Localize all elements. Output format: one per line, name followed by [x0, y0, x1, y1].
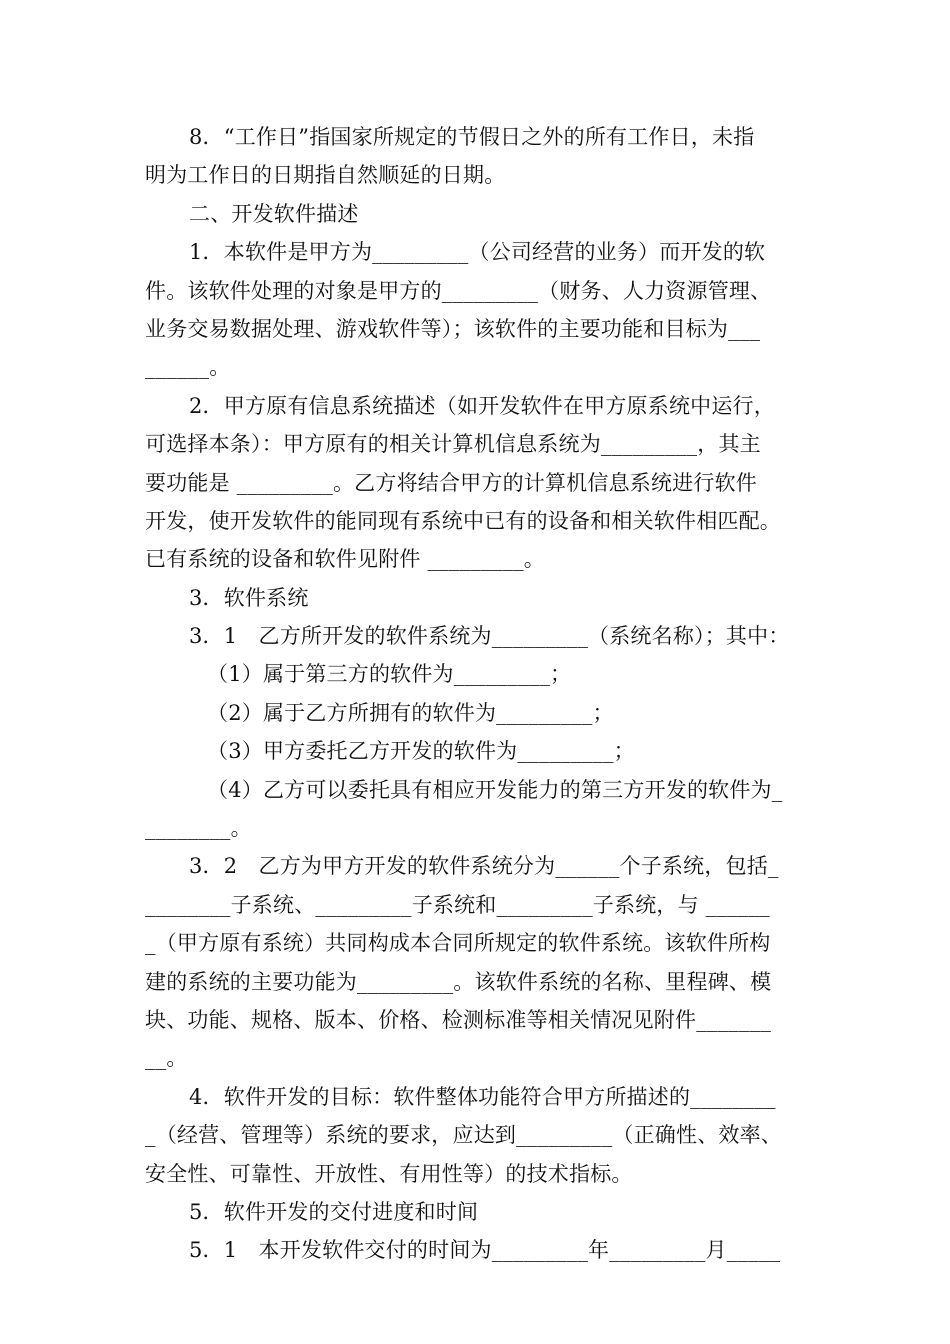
text-line: ________子系统、_________子系统和_________子系统，与 ______: [145, 892, 770, 917]
text-line: __。: [145, 1046, 188, 1071]
text-line: 8．“工作日”指国家所规定的节假日之外的所有工作日，未指: [189, 125, 755, 149]
text-line: 2．甲方原有信息系统描述（如开发软件在甲方原系统中运行，: [189, 393, 775, 418]
text-line: 明为工作日的日期指自然顺延的日期。: [145, 163, 506, 188]
text-line: 建的系统的主要功能为_________。该软件系统的名称、里程碑、模: [145, 969, 772, 994]
text-line: 块、功能、规格、版本、价格、检测标准等相关情况见附件_______: [145, 1007, 772, 1032]
text-line: 3．软件系统: [189, 585, 309, 610]
document-body: [145, 118, 815, 1270]
text-line: 安全性、可靠性、开放性、有用性等）的技术指标。: [145, 1161, 633, 1186]
text-line: （4）乙方可以委托具有相应开发能力的第三方开发的软件为_: [207, 777, 783, 802]
text-line: 3．2 乙方为甲方开发的软件系统分为______个子系统，包括_: [189, 854, 779, 879]
text-line: _（甲方原有系统）共同构成本合同所规定的软件系统。该软件所构: [145, 931, 771, 956]
text-line: （3）甲方委托乙方开发的软件为_________；: [207, 739, 635, 764]
text-line: 业务交易数据处理、游戏软件等）；该软件的主要功能和目标为___: [145, 316, 761, 341]
text-line: 5．软件开发的交付进度和时间: [189, 1199, 479, 1224]
text-line: （2）属于乙方所拥有的软件为_________；: [207, 700, 614, 725]
text-line: 4．软件开发的目标：软件整体功能符合甲方所描述的________: [189, 1084, 776, 1109]
text-line: ______。: [145, 355, 231, 380]
text-line: 1．本软件是甲方为_________（公司经营的业务）而开发的软: [189, 240, 766, 265]
text-line: 可选择本条）：甲方原有的相关计算机信息系统为_________，其主: [145, 432, 761, 457]
text-line: 5．1 本开发软件交付的时间为_________年_________月_____: [189, 1238, 781, 1263]
text-line: （1）属于第三方的软件为_________；: [207, 662, 572, 687]
text-line: 件。该软件处理的对象是甲方的_________（财务、人力资源管理、: [145, 278, 772, 303]
text-line: ________。: [145, 816, 252, 841]
text-line: 已有系统的设备和软件见附件 _________。: [145, 547, 545, 572]
text-line: 二、开发软件描述: [189, 201, 359, 226]
text-line: 要功能是 _________。乙方将结合甲方的计算机信息系统进行软件: [145, 470, 757, 495]
text-line: 3．1 乙方所开发的软件系统为_________（系统名称）；其中：: [189, 624, 790, 649]
text-line: _（经营、管理等）系统的要求，应达到_________（正确性、效率、: [145, 1123, 782, 1148]
text-line: 开发，使开发软件的能同现有系统中已有的设备和相关软件相匹配。: [145, 508, 781, 533]
